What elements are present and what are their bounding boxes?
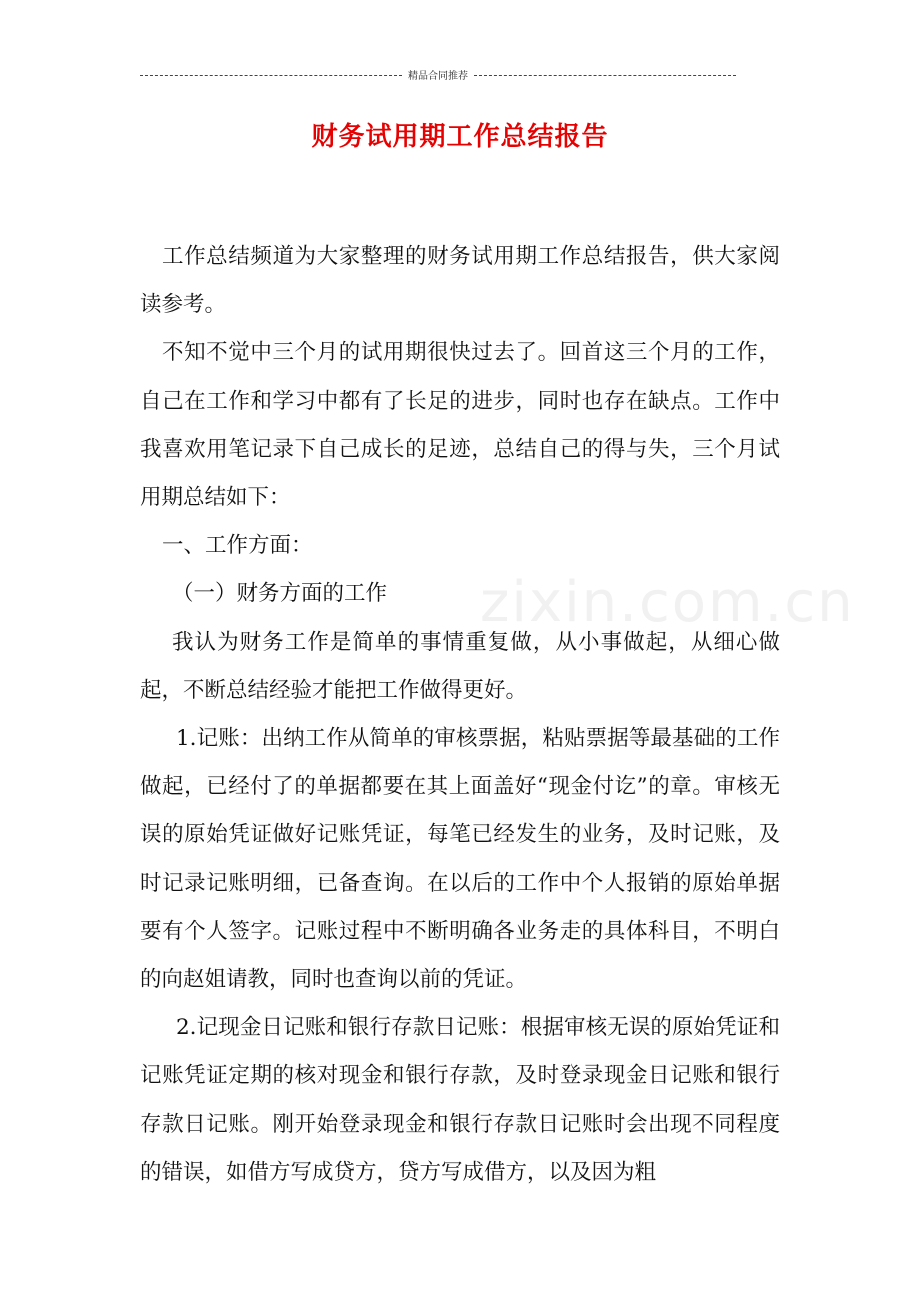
- header-dash-left: [140, 75, 402, 76]
- subsection-heading-finance: （一）财务方面的工作: [172, 581, 388, 607]
- paragraph-finance-view: 我认为财务工作是简单的事情重复做，从小事做起，从细心做起，不断总结经验才能把工作做得更好。: [140, 629, 780, 703]
- paragraph-bookkeeping: 1.记账：出纳工作从简单的审核票据，粘贴票据等最基础的工作做起，已经付了的单据都要在其上面盖好“现金付讫”的章。审核无误的原始凭证做好记账凭证，每笔已经发生的业务，及时记账，及时记录记账明细，已备查询。在以后的工作中个人报销的原始单据要有个人签字。记账过程中不断明确各业务走的具体科目，不明白的向赵姐请教，同时也查询以前的凭证。: [140, 726, 780, 993]
- watermark: zixin.com.cn: [480, 570, 855, 635]
- header-dash-right: [474, 75, 736, 76]
- document-body: [140, 233, 780, 1197]
- section-heading-work: 一、工作方面：: [162, 533, 313, 559]
- document-title: 财务试用期工作总结报告: [311, 122, 609, 152]
- header-rule: [140, 66, 736, 82]
- paragraph-intro: 工作总结频道为大家整理的财务试用期工作总结报告，供大家阅读参考。: [140, 244, 780, 318]
- paragraph-opening: 不知不觉中三个月的试用期很快过去了。回首这三个月的工作，自己在工作和学习中都有了长足的进步，同时也存在缺点。工作中我喜欢用笔记录下自己成长的足迹，总结自己的得与失，三个月试用期总结如下：: [140, 340, 780, 511]
- header-label: 精品合同推荐: [408, 70, 468, 82]
- paragraph-journals: 2.记现金日记账和银行存款日记账：根据审核无误的原始凭证和记账凭证定期的核对现金和银行存款，及时登录现金日记账和银行存款日记账。刚开始登录现金和银行存款日记账时会出现不同程度的错误，如借方写成贷方，贷方写成借方，以及因为粗: [140, 1015, 780, 1185]
